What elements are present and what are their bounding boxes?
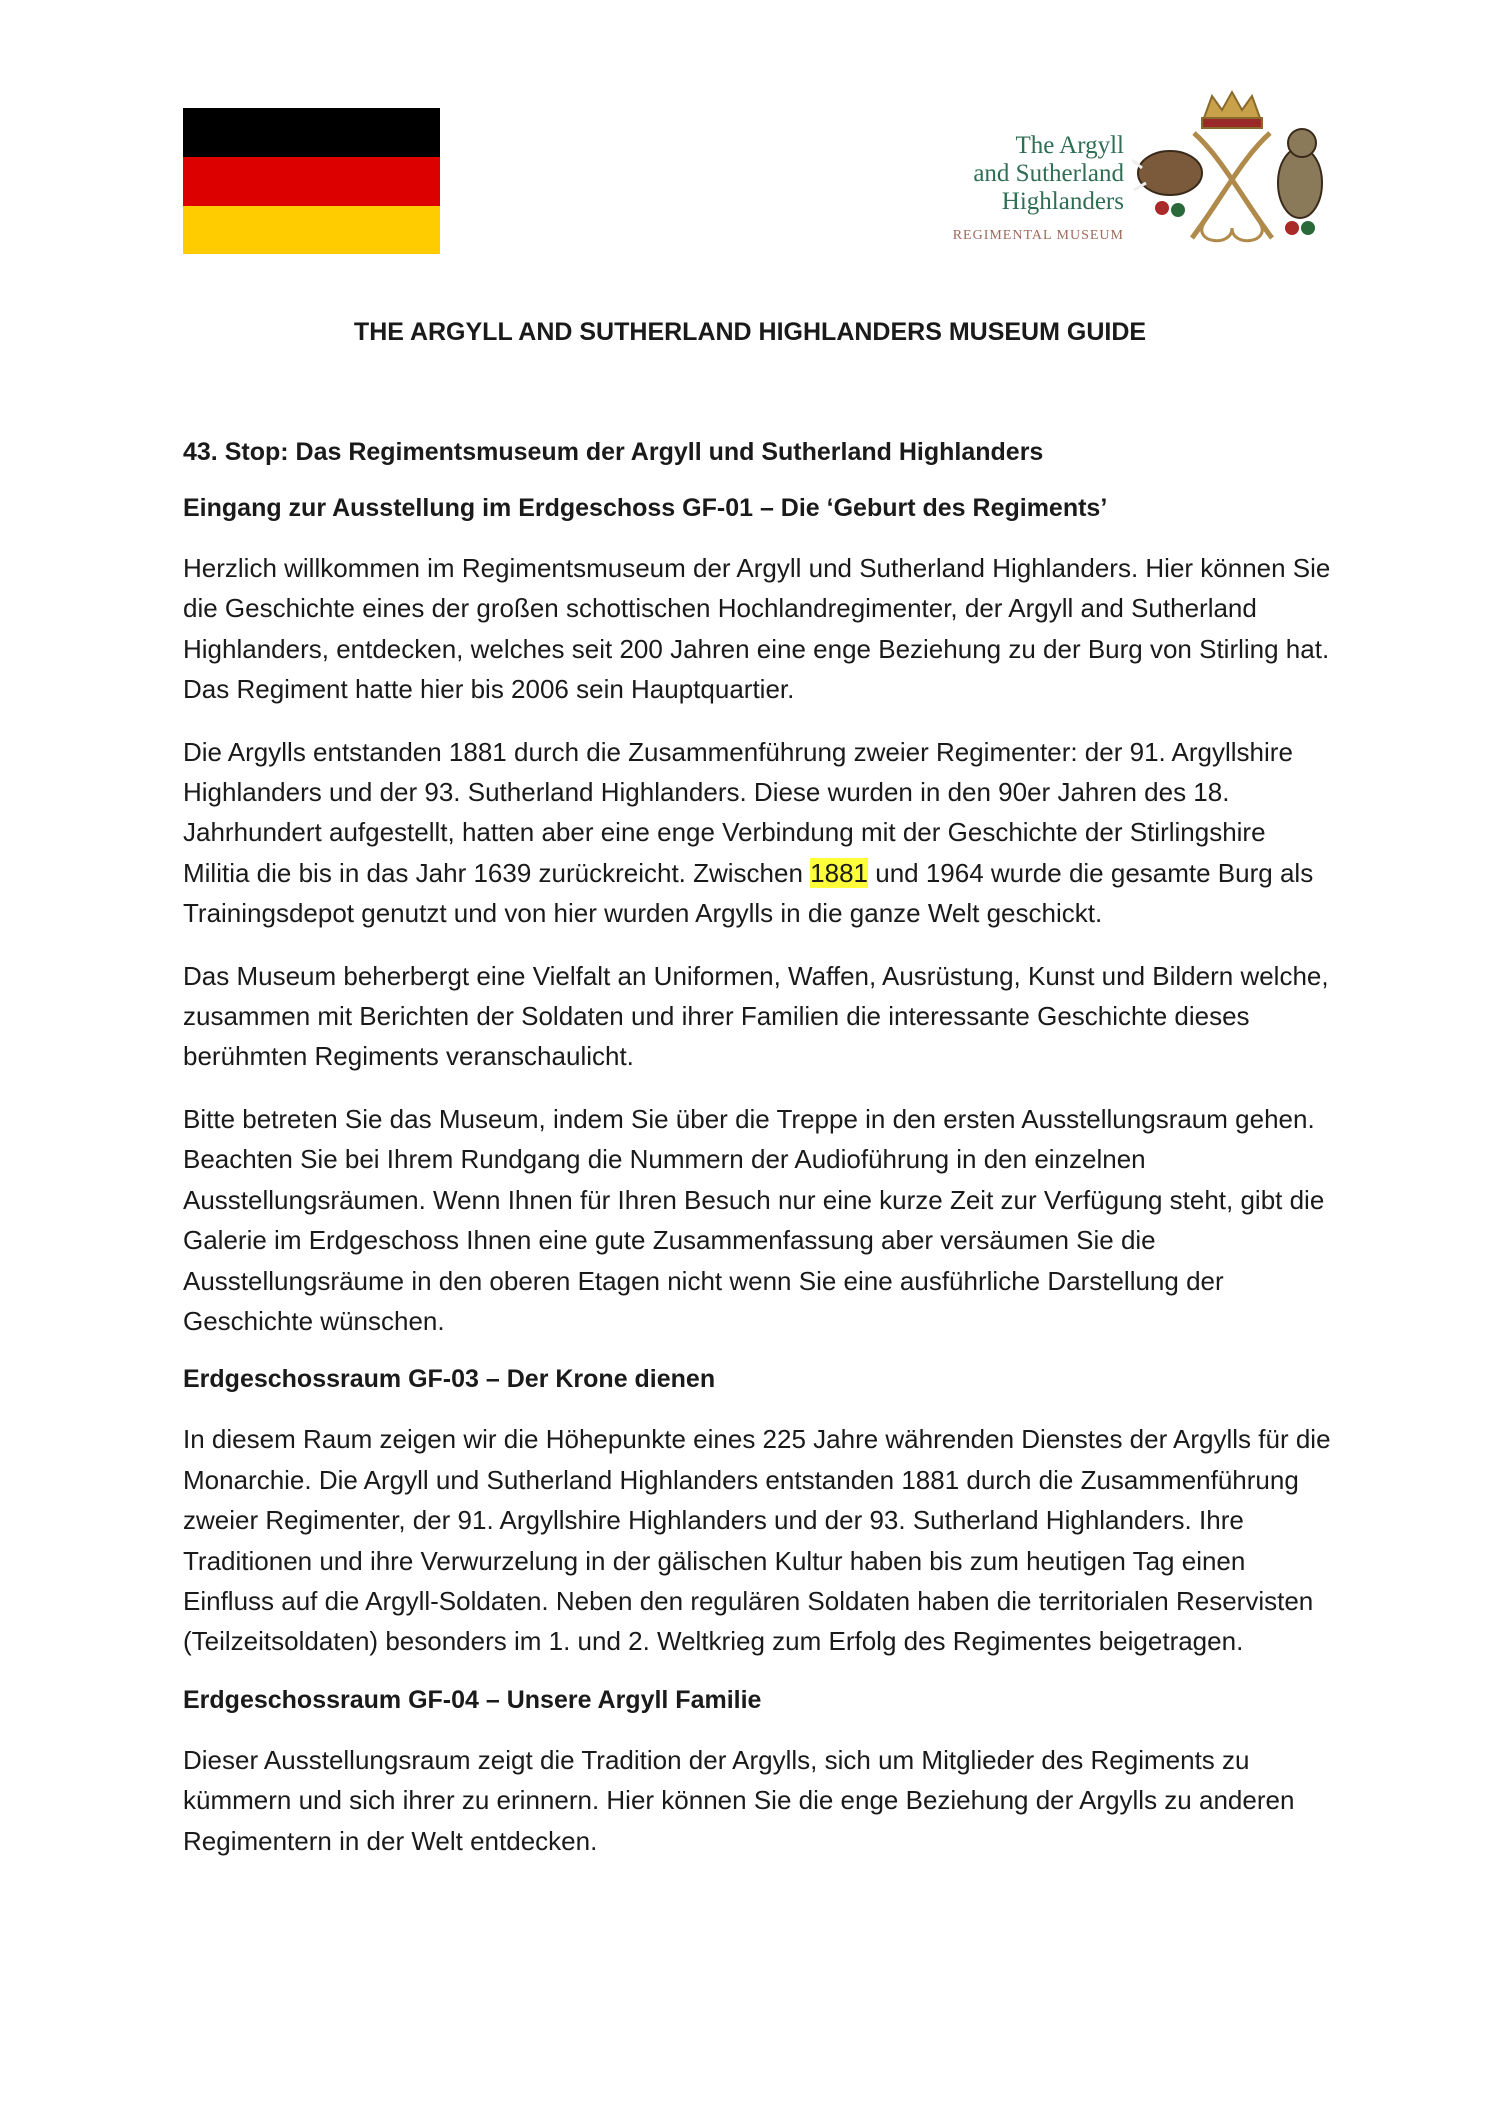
logo-line-1: The Argyll <box>1015 132 1124 159</box>
highlighted-year: 1881 <box>810 857 869 888</box>
stop-heading: 43. Stop: Das Regimentsmuseum der Argyll und Sutherland Highlanders <box>183 438 1044 466</box>
document-body <box>183 436 1333 1883</box>
gf03-heading: Erdgeschossraum GF-03 – Der Krone dienen <box>183 1365 716 1394</box>
logo-wordmark <box>973 132 1124 216</box>
gf01-heading: Eingang zur Ausstellung im Erdgeschoss GF-01 – Die ‘Geburt des Regiments’ <box>183 494 1108 522</box>
paragraph-history <box>183 732 1333 934</box>
flag-stripe-black <box>183 108 440 157</box>
paragraph-gf04: Dieser Ausstellungsraum zeigt die Tradition der Argylls, sich um Mitglieder des Regiments zu kümmern und sich ihrer zu erinnern. Hier können Sie die enge Beziehung der Argylls zu anderen Regimentern in der Welt entdecken. <box>183 1744 1295 1856</box>
flag-stripe-gold <box>183 206 440 255</box>
document-title: THE ARGYLL AND SUTHERLAND HIGHLANDERS MUSEUM GUIDE <box>353 318 1147 346</box>
logo-line-3: Highlanders <box>1001 188 1124 215</box>
paragraph-directions: Bitte betreten Sie das Museum, indem Sie über die Treppe in den ersten Ausstellungsraum gehen. Beachten Sie bei Ihrem Rundgang die Nummern der Audioführung in den einzelnen Ausstellungsräumen. Wenn Ihnen für Ihren Besuch nur eine kurze Zeit zur Verfügung steht, gibt die Galerie im Erdgeschoss Ihnen eine gute Zusammenfassung aber versäumen Sie die Ausstellungsräume in den oberen Etagen nicht wenn Sie eine ausführliche Darstellung der Geschichte wünschen. <box>183 1103 1325 1336</box>
paragraph-gf03: In diesem Raum zeigen wir die Höhepunkte eines 225 Jahre währenden Dienstes der Argylls für die Monarchie. Die Argyll und Sutherland Highlanders entstanden 1881 durch die Zusammenführung zweier Regimenter, der 91. Argyllshire Highlanders und der 93. Sutherland Highlanders. Ihre Traditionen und ihre Verwurzelung in der gälischen Kultur haben bis zum heutigen Tag einen Einfluss auf die Argyll-Soldaten. Neben den regulären Soldaten haben die territorialen Reservisten (Teilzeitsoldaten) besonders im 1. und 2. Weltkrieg zum Erfolg des Regimentes beigetragen. <box>183 1424 1331 1657</box>
history-text-end: und 1964 wurde die gesamte Burg als Trainingsdepot genutzt und von hier wurden Argylls in die ganze Welt geschickt. <box>183 857 1314 929</box>
history-text-start: Die Argylls entstanden 1881 durch die Zusammenführung zweier Regimenter: der 91. Argyllshire Highlanders und der 93. Sutherland Highlanders. Diese wurden in den 90er Jahren des 18. Jahrhundert aufgestellt, hatten aber eine enge Verbindung mit der Geschichte der Stirlingshire Militia die bis in das Jahr 1639 zurückreicht. Zwischen <box>183 736 1293 888</box>
paragraph-welcome: Herzlich willkommen im Regimentsmuseum der Argyll und Sutherland Highlanders. Hier können Sie die Geschichte eines der großen schottischen Hochlandregimenter, der Argyll and Sutherland Highlanders, entdecken, welches seit 200 Jahren eine enge Beziehung zu der Burg von Stirling hat. Das Regiment hatte hier bis 2006 sein Hauptquartier. <box>183 553 1331 705</box>
logo-line-2: and Sutherland <box>973 160 1124 187</box>
flag-stripe-red <box>183 157 440 206</box>
museum-logo <box>926 88 1332 253</box>
logo-subtitle: REGIMENTAL MUSEUM <box>952 228 1124 243</box>
regimental-emblem-icon <box>1132 88 1332 253</box>
german-flag-image <box>183 108 440 254</box>
paragraph-collection: Das Museum beherbergt eine Vielfalt an Uniformen, Waffen, Ausrüstung, Kunst und Bildern welche, zusammen mit Berichten der Soldaten und ihrer Familien die interessante Geschichte dieses berühmten Regiments veranschaulicht. <box>183 960 1329 1072</box>
gf04-heading: Erdgeschossraum GF-04 – Unsere Argyll Familie <box>183 1685 762 1714</box>
